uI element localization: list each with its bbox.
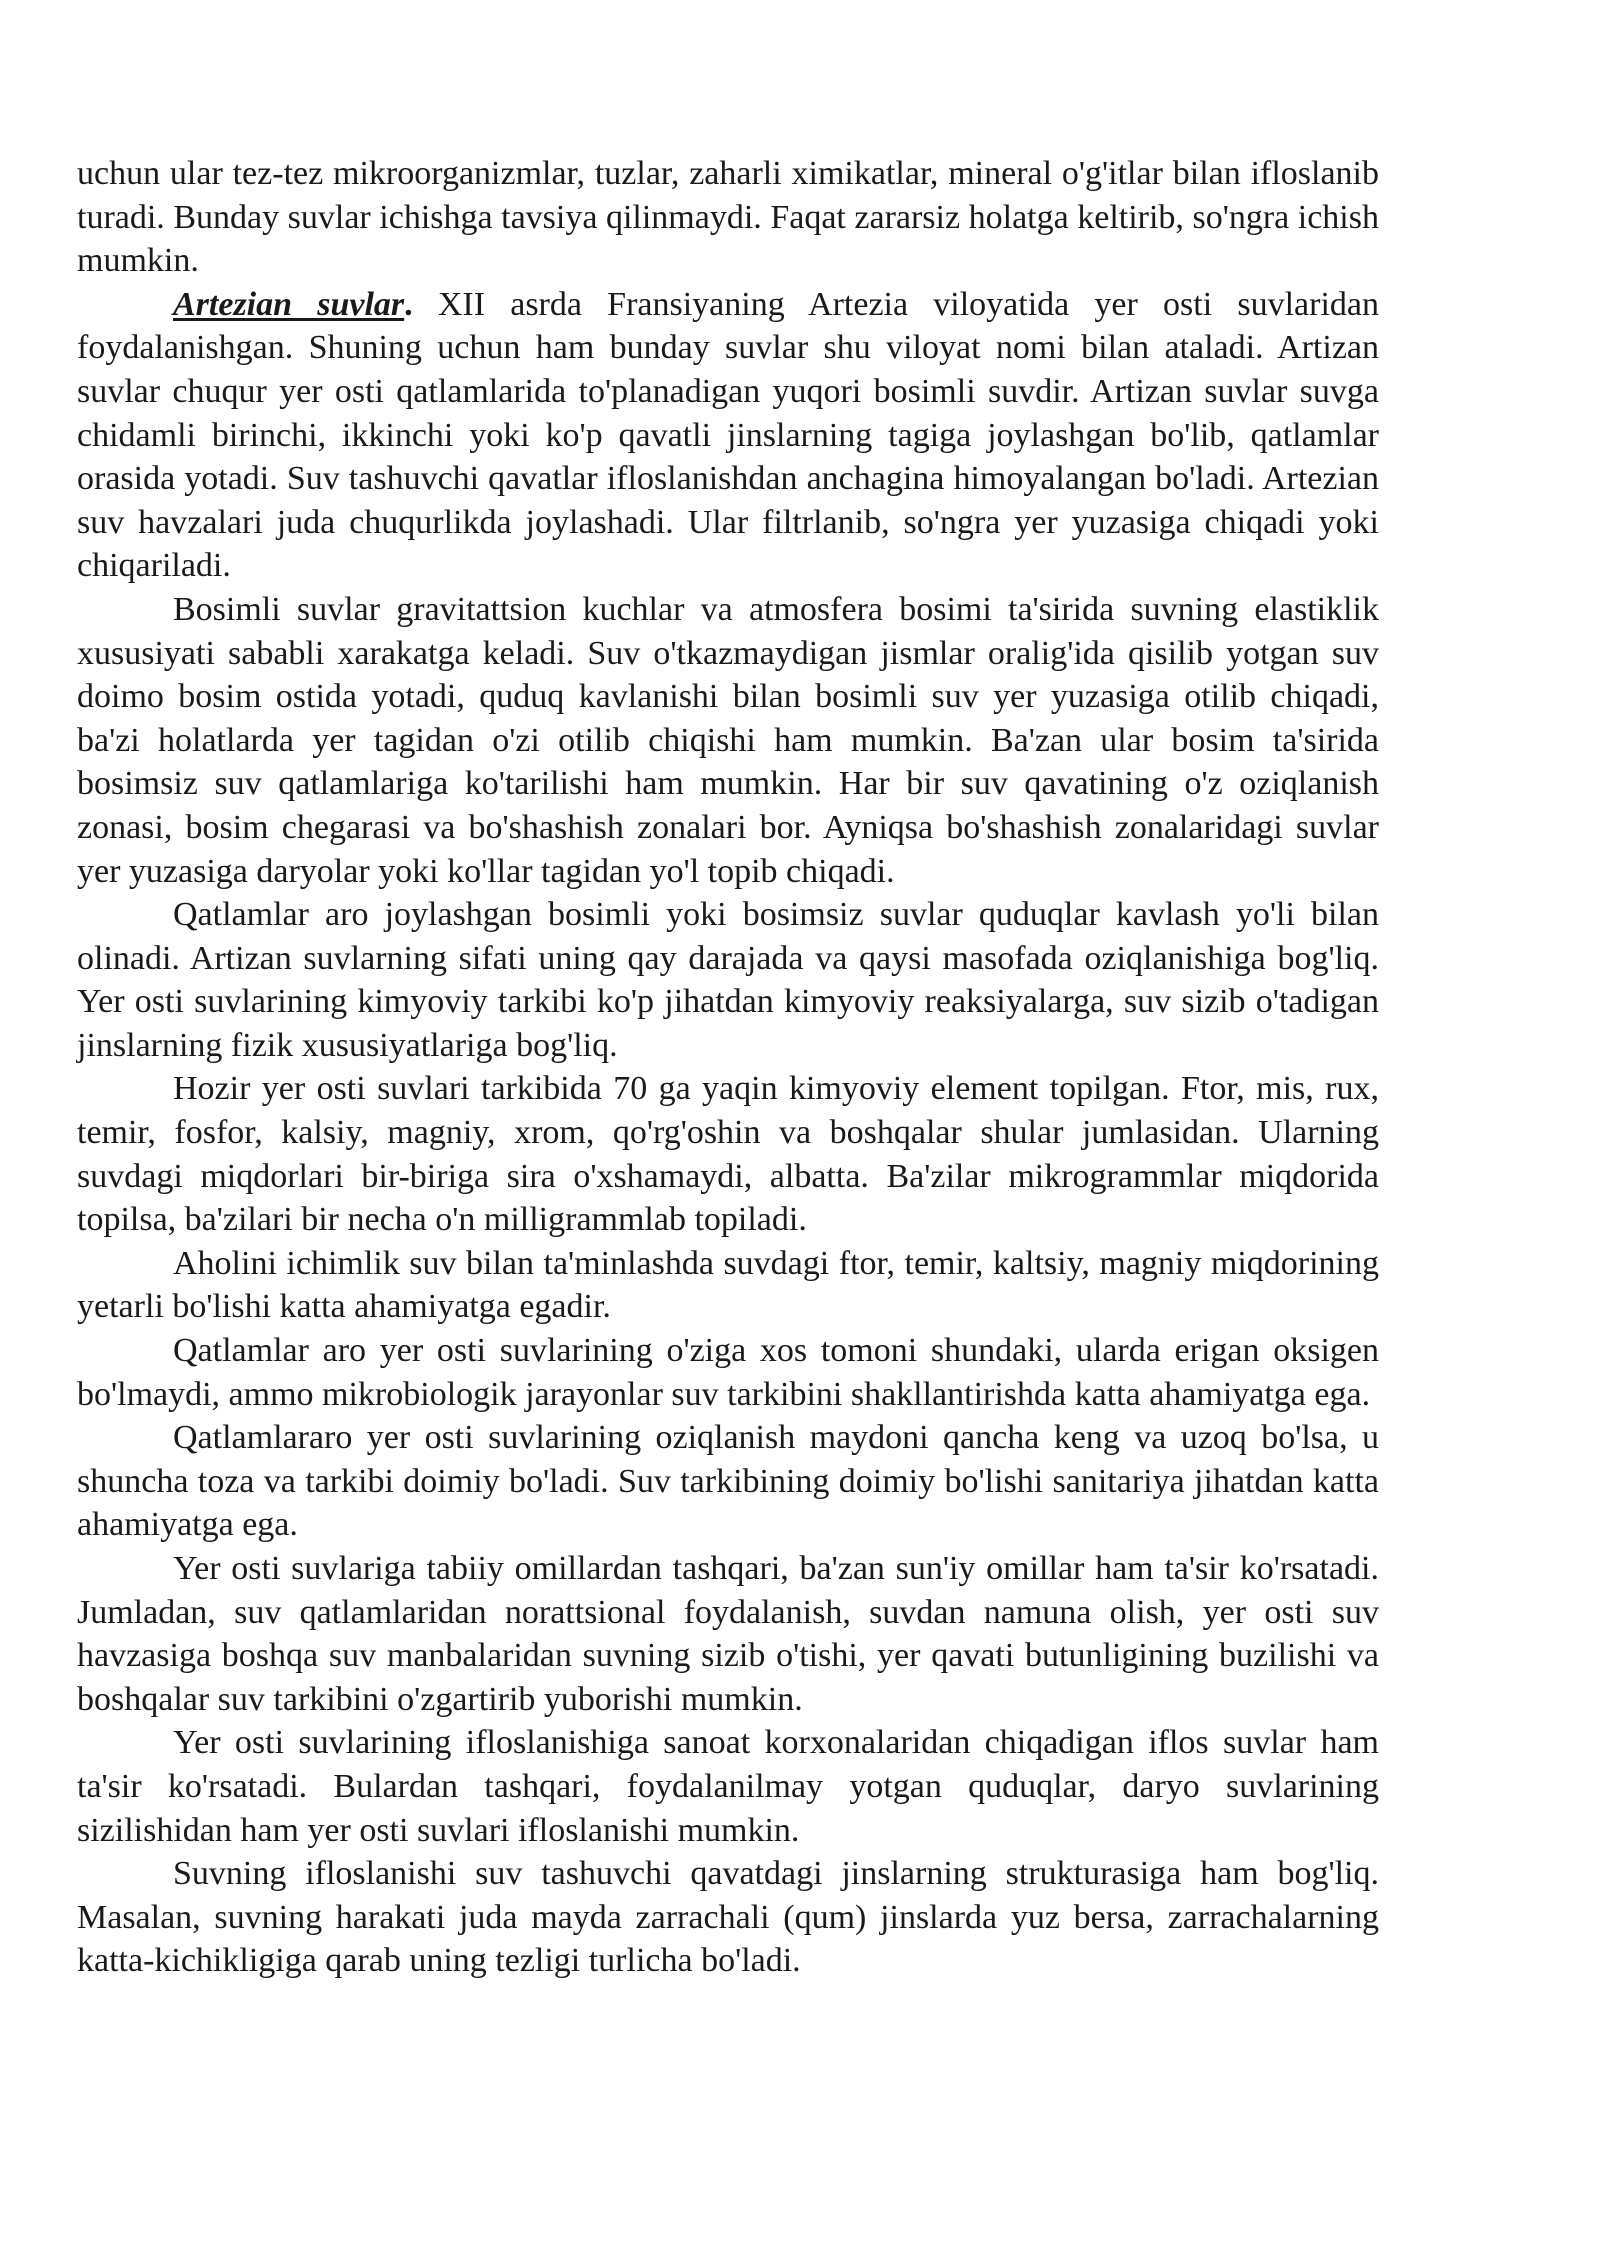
document-page [77,152,1379,1983]
paragraph: Qatlamlararo yer osti suvlarining oziqlanish maydoni qancha keng va uzoq bo'lsa, u shuncha toza va tarkibi doimiy bo'ladi. Suv tarkibining doimiy bo'lishi sanitariya jihatdan katta ahamiyatga ega. [77,1419,1379,1544]
term-heading: Artezian suvlar [173,285,405,323]
paragraph: Qatlamlar aro yer osti suvlarining o'ziga xos tomoni shundaki, ularda erigan oksigen bo'lmaydi, ammo mikrobiologik jarayonlar suv tarkibini shakllantirishda katta ahamiyatga ega. [77,1332,1379,1413]
term-heading-dot: . [404,285,413,323]
paragraph: Suvning ifloslanishi suv tashuvchi qavatdagi jinslarning strukturasiga ham bog'liq. Masalan, suvning harakati juda mayda zarrachali (qum) jinslarda yuz bersa, zarrachalarning katta-kichikligiga qarab uning tezligi turlicha bo'ladi. [77,1855,1379,1980]
paragraph-continuation: uchun ular tez-tez mikroorganizmlar, tuzlar, zaharli ximikatlar, mineral o'g'itlar bilan ifloslanib turadi. Bunday suvlar ichishga tavsiya qilinmaydi. Faqat zararsiz holatga keltirib, so'ngra ichish mumkin. [77,155,1379,280]
paragraph: Yer osti suvlarining ifloslanishiga sanoat korxonalaridan chiqadigan iflos suvlar ham ta'sir ko'rsatadi. Bulardan tashqari, foydalanilmay yotgan quduqlar, daryo suvlarining sizilishidan ham yer osti suvlari ifloslanishi mumkin. [77,1724,1379,1849]
paragraph: Bosimli suvlar gravitattsion kuchlar va atmosfera bosimi ta'sirida suvning elastiklik xususiyati sababli xarakatga keladi. Suv o'tkazmaydigan jismlar oralig'ida qisilib yotgan suv doimo bosim ostida yotadi, quduq kavlanishi bilan bosimli suv yer yuzasiga otilib chiqadi, ba'zi holatlarda yer tagidan o'zi otilib chiqishi ham mumkin. Ba'zan ular bosim ta'sirida bosimsiz suv qatlamlariga ko'tarilishi ham mumkin. Har bir suv qavatining o'z oziqlanish zonasi, bosim chegarasi va bo'shashish zonalari bor. Ayniqsa bo'shashish zonalaridagi suvlar yer yuzasiga daryolar yoki ko'llar tagidan yo'l topib chiqadi. [77,590,1379,890]
paragraph-artesian [77,283,1379,588]
paragraph: Yer osti suvlariga tabiiy omillardan tashqari, ba'zan sun'iy omillar ham ta'sir ko'rsatadi. Jumladan, suv qatlamlaridan norattsional foydalanish, suvdan namuna olish, yer osti suv havzasiga boshqa suv manbalaridan suvning sizib o'tishi, yer qavati butunligining buzilishi va boshqalar suv tarkibini o'zgartirib yuborishi mumkin. [77,1550,1379,1718]
paragraph: Qatlamlar aro joylashgan bosimli yoki bosimsiz suvlar quduqlar kavlash yo'li bilan olinadi. Artizan suvlarning sifati uning qay darajada va qaysi masofada oziqlanishiga bog'liq. Yer osti suvlarining kimyoviy tarkibi ko'p jihatdan kimyoviy reaksiyalarga, suv sizib o'tadigan jinslarning fizik xususiyatlariga bog'liq. [77,896,1379,1064]
paragraph-artesian-text: XII asrda Fransiyaning Artezia viloyatida yer osti suvlaridan foydalanishgan. Shuning uchun ham bunday suvlar shu viloyat nomi bilan ataladi. Artizan suvlar chuqur yer osti qatlamlarida to'planadigan yuqori bosimli suvdir. Artizan suvlar suvga chidamli birinchi, ikkinchi yoki ko'p qavatli jinslarning tagiga joylashgan bo'lib, qatlamlar orasida yotadi. Suv tashuvchi qavatlar ifloslanishdan anchagina himoyalangan bo'ladi. Artezian suv havzalari juda chuqurlikda joylashadi. Ular filtrlanib, so'ngra yer yuzasiga chiqadi yoki chiqariladi. [77,285,1379,585]
paragraph: Aholini ichimlik suv bilan ta'minlashda suvdagi ftor, temir, kaltsiy, magniy miqdorining yetarli bo'lishi katta ahamiyatga egadir. [77,1244,1379,1326]
paragraph: Hozir yer osti suvlari tarkibida 70 ga yaqin kimyoviy element topilgan. Ftor, mis, rux, temir, fosfor, kalsiy, magniy, xrom, qo'rg'oshin va boshqalar shular jumlasidan. Ularning suvdagi miqdorlari bir-biriga sira o'xshamaydi, albatta. Ba'zilar mikrogrammlar miqdorida topilsa, ba'zilari bir necha o'n milligrammlab topiladi. [77,1070,1379,1239]
